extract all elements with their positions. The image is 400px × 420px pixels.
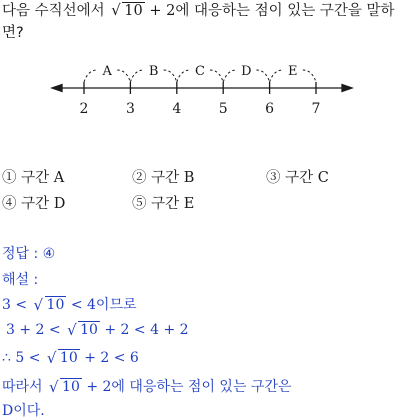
tick-label: 4 bbox=[172, 101, 182, 117]
solution-text: ∴ 5 < bbox=[2, 350, 41, 366]
radicand: 10 bbox=[124, 3, 143, 19]
sqrt-expression bbox=[49, 379, 82, 395]
interval-label: A bbox=[102, 64, 112, 79]
solution-line-1 bbox=[2, 294, 137, 314]
tick-label: 5 bbox=[218, 101, 228, 117]
choice-4[interactable] bbox=[2, 192, 65, 213]
tick-label: 6 bbox=[265, 101, 275, 117]
number-line-figure bbox=[0, 58, 400, 118]
answer-value: ④ bbox=[42, 246, 56, 262]
choice-label: 구간 A bbox=[21, 170, 65, 186]
solution-text: 따라서 bbox=[2, 379, 43, 395]
sqrt-expression bbox=[111, 0, 144, 22]
radicand: 10 bbox=[46, 297, 65, 313]
radicand: 10 bbox=[62, 379, 80, 395]
radical-icon: √ bbox=[111, 1, 121, 19]
solution-text: < 4이므로 bbox=[70, 297, 137, 313]
answer-line bbox=[2, 243, 55, 263]
solution-text: 3 + 2 < bbox=[6, 322, 61, 338]
solution-line-3 bbox=[2, 350, 139, 366]
choice-label: 구간 E bbox=[151, 196, 195, 212]
tick-label: 2 bbox=[79, 101, 89, 117]
choice-2[interactable] bbox=[132, 166, 194, 187]
radical-icon: √ bbox=[67, 321, 77, 339]
right-arrow-icon bbox=[342, 85, 352, 92]
solution-text: + 2 < 4 + 2 bbox=[104, 322, 189, 338]
choice-3[interactable] bbox=[266, 166, 329, 187]
interval-label: B bbox=[148, 64, 159, 79]
solution-line-5: D이다. bbox=[2, 403, 45, 419]
sqrt-expression bbox=[47, 350, 80, 366]
solution-line-4 bbox=[2, 376, 292, 396]
left-arrow-icon bbox=[52, 85, 62, 92]
solution-line-2 bbox=[6, 322, 189, 338]
tick-label: 3 bbox=[125, 101, 135, 117]
explanation-label: 해설 : bbox=[2, 272, 39, 288]
choice-number: ② bbox=[132, 170, 147, 186]
radical-icon: √ bbox=[46, 349, 57, 367]
question-line-1 bbox=[2, 0, 394, 22]
answer-label: 정답 : bbox=[2, 246, 39, 262]
radical-icon: √ bbox=[33, 296, 44, 314]
solution-text: + 2에 대응하는 점이 있는 구간은 bbox=[86, 379, 292, 395]
question-prefix: 다음 수직선에서 bbox=[2, 3, 105, 19]
solution-text: 3 < bbox=[2, 297, 28, 313]
question-suffix: + 2에 대응하는 점이 있는 구간을 말하 bbox=[149, 3, 395, 19]
radical-icon: √ bbox=[49, 378, 59, 396]
tick-label: 7 bbox=[311, 101, 321, 117]
sqrt-expression bbox=[67, 322, 100, 338]
radicand: 10 bbox=[80, 322, 98, 338]
radicand: 10 bbox=[59, 350, 78, 366]
interval-label: D bbox=[241, 64, 252, 79]
choice-number: ③ bbox=[266, 170, 281, 186]
choice-label: 구간 B bbox=[151, 170, 195, 186]
interval-label: C bbox=[195, 64, 205, 79]
question-line-2: 면? bbox=[2, 25, 24, 41]
sqrt-expression bbox=[34, 297, 67, 313]
choice-number: ④ bbox=[2, 196, 17, 212]
choice-label: 구간 D bbox=[21, 196, 66, 212]
interval-label: E bbox=[288, 64, 298, 79]
choice-number: ⑤ bbox=[132, 196, 147, 212]
choice-number: ① bbox=[2, 170, 17, 186]
choice-label: 구간 C bbox=[285, 170, 329, 186]
choice-5[interactable] bbox=[132, 192, 194, 213]
choice-1[interactable] bbox=[2, 166, 64, 187]
solution-text: + 2 < 6 bbox=[84, 350, 139, 366]
